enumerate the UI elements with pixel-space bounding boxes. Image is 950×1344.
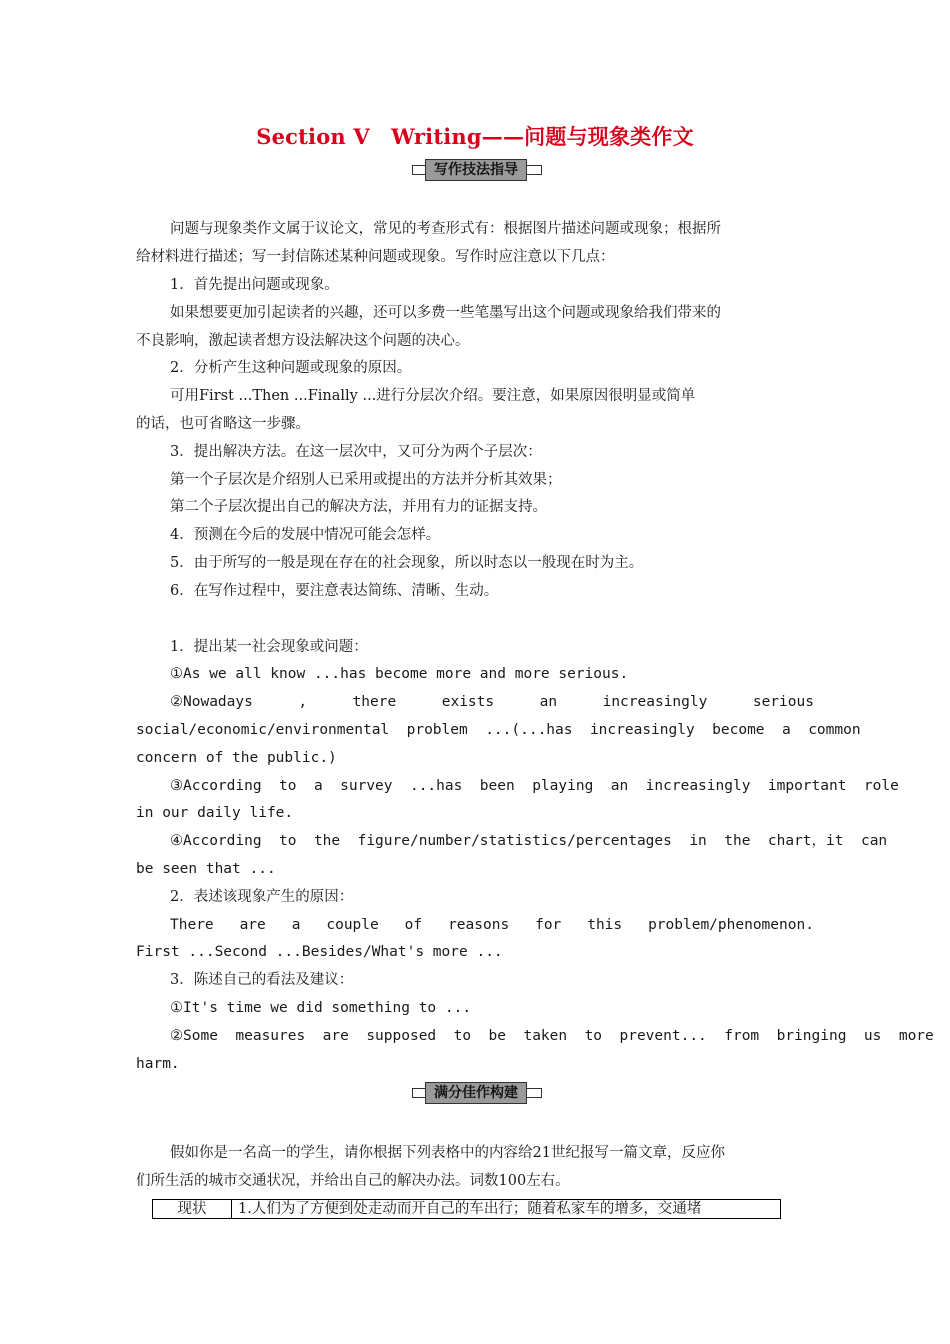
phrase-sentence-2-line1	[136, 692, 814, 712]
guide-point-4: 4．预测在今后的发展中情况可能会怎样。	[170, 527, 441, 543]
banner-right-bar	[526, 165, 542, 175]
phrase-word: exists	[441, 694, 495, 710]
guide-point-2-detail-a: 可用First ...Then ...Finally ...进行分层次介绍。要注意，如果原因很明显或简单	[170, 388, 696, 404]
guide-point-5: 5．由于所写的一般是现在存在的社会现象，所以时态以一般现在时为主。	[170, 555, 644, 571]
guide-intro-line2: 给材料进行描述；写一封信陈述某种问题或现象。写作时应注意以下几点：	[136, 249, 615, 265]
banner-right-bar	[526, 1088, 542, 1098]
banner-left-bar	[412, 1088, 426, 1098]
guide-point-2: 2．分析产生这种问题或现象的原因。	[170, 360, 412, 376]
phrase-view-1: ①It's time we did something to ...	[170, 1000, 472, 1016]
table-row	[153, 1200, 781, 1219]
phrase-word: couple	[326, 917, 379, 933]
phrase-word: this	[587, 917, 623, 933]
phrase-word: increasingly	[602, 694, 708, 710]
phrase-sentence-2-line2: social/economic/environmental problem ...(...has increasingly become a common	[136, 722, 861, 738]
guide-point-3-detail-a: 第一个子层次是介绍别人已采用或提出的方法并分析其效果；	[170, 472, 562, 488]
phrase-word: ②Nowadays	[170, 694, 253, 710]
table-cell-label: 现状	[153, 1200, 232, 1219]
phrase-heading-1: 1．提出某一社会现象或问题：	[170, 639, 368, 655]
banner-label: 满分佳作构建	[425, 1082, 527, 1104]
phrase-word: for	[535, 917, 562, 933]
phrase-view-2-line2: harm.	[136, 1056, 180, 1072]
task-line2: 们所生活的城市交通状况，并给出自己的解决办法。词数100左右。	[136, 1173, 570, 1189]
phrase-word: a	[291, 917, 301, 933]
guide-point-2-detail-b: 的话，也可省略这一步骤。	[136, 416, 310, 432]
phrase-sentence-2-line3: concern of the public.)	[136, 750, 337, 766]
phrase-word: reasons	[448, 917, 510, 933]
phrase-word: There	[170, 917, 214, 933]
phrase-reason-line2: First ...Second ...Besides/What's more ...	[136, 944, 503, 960]
banner-label: 写作技法指导	[425, 159, 527, 181]
phrase-word: are	[239, 917, 266, 933]
phrase-view-2-line1: ②Some measures are supposed to be taken to prevent... from bringing us more	[170, 1028, 934, 1044]
phrase-word: there	[352, 694, 397, 710]
phrase-word: of	[404, 917, 423, 933]
guide-point-6: 6．在写作过程中，要注意表达简练、清晰、生动。	[170, 583, 499, 599]
phrase-heading-3: 3．陈述自己的看法及建议：	[170, 972, 354, 988]
task-table	[152, 1199, 781, 1219]
task-line1: 假如你是一名高一的学生，请你根据下列表格中的内容给21世纪报写一篇文章，反应你	[170, 1145, 725, 1161]
table-cell-content: 1.人们为了方便到处走动而开自己的车出行；随着私家车的增多，交通堵	[232, 1200, 781, 1219]
phrase-sentence-3-line1: ③According to a survey ...has been playing an increasingly important role	[170, 778, 899, 794]
guide-point-1-detail-a: 如果想要更加引起读者的兴趣，还可以多费一些笔墨写出这个问题或现象给我们带来的	[170, 305, 721, 321]
section-banner-writing-tips	[412, 159, 542, 181]
guide-point-3-detail-b: 第二个子层次提出自己的解决方法，并用有力的证据支持。	[170, 499, 547, 515]
guide-point-1: 1．首先提出问题或现象。	[170, 277, 339, 293]
section-banner-model-essay	[412, 1082, 542, 1104]
phrase-heading-2: 2．表述该现象产生的原因：	[170, 889, 354, 905]
guide-point-1-detail-b: 不良影响，激起读者想方设法解决这个问题的决心。	[136, 333, 470, 349]
phrase-word: serious	[752, 694, 814, 710]
phrase-reason-line1	[136, 915, 814, 935]
phrase-sentence-4-line1: ④According to the figure/number/statistics/percentages in the chart，it can	[170, 833, 888, 849]
phrase-word: an	[539, 694, 558, 710]
guide-intro-line1: 问题与现象类作文属于议论文，常见的考查形式有：根据图片描述问题或现象；根据所	[170, 221, 721, 237]
phrase-sentence-3-line2: in our daily life.	[136, 805, 294, 821]
phrase-word: problem/phenomenon.	[648, 917, 814, 933]
phrase-sentence-4-line2: be seen that ...	[136, 861, 276, 877]
phrase-sentence-1: ①As we all know ...has become more and more serious.	[170, 666, 629, 682]
phrase-word: ,	[298, 694, 308, 710]
guide-point-3: 3．提出解决方法。在这一层次中，又可分为两个子层次：	[170, 444, 542, 460]
banner-left-bar	[412, 165, 426, 175]
page-title: Section Ⅴ Writing——问题与现象类作文	[256, 124, 694, 149]
